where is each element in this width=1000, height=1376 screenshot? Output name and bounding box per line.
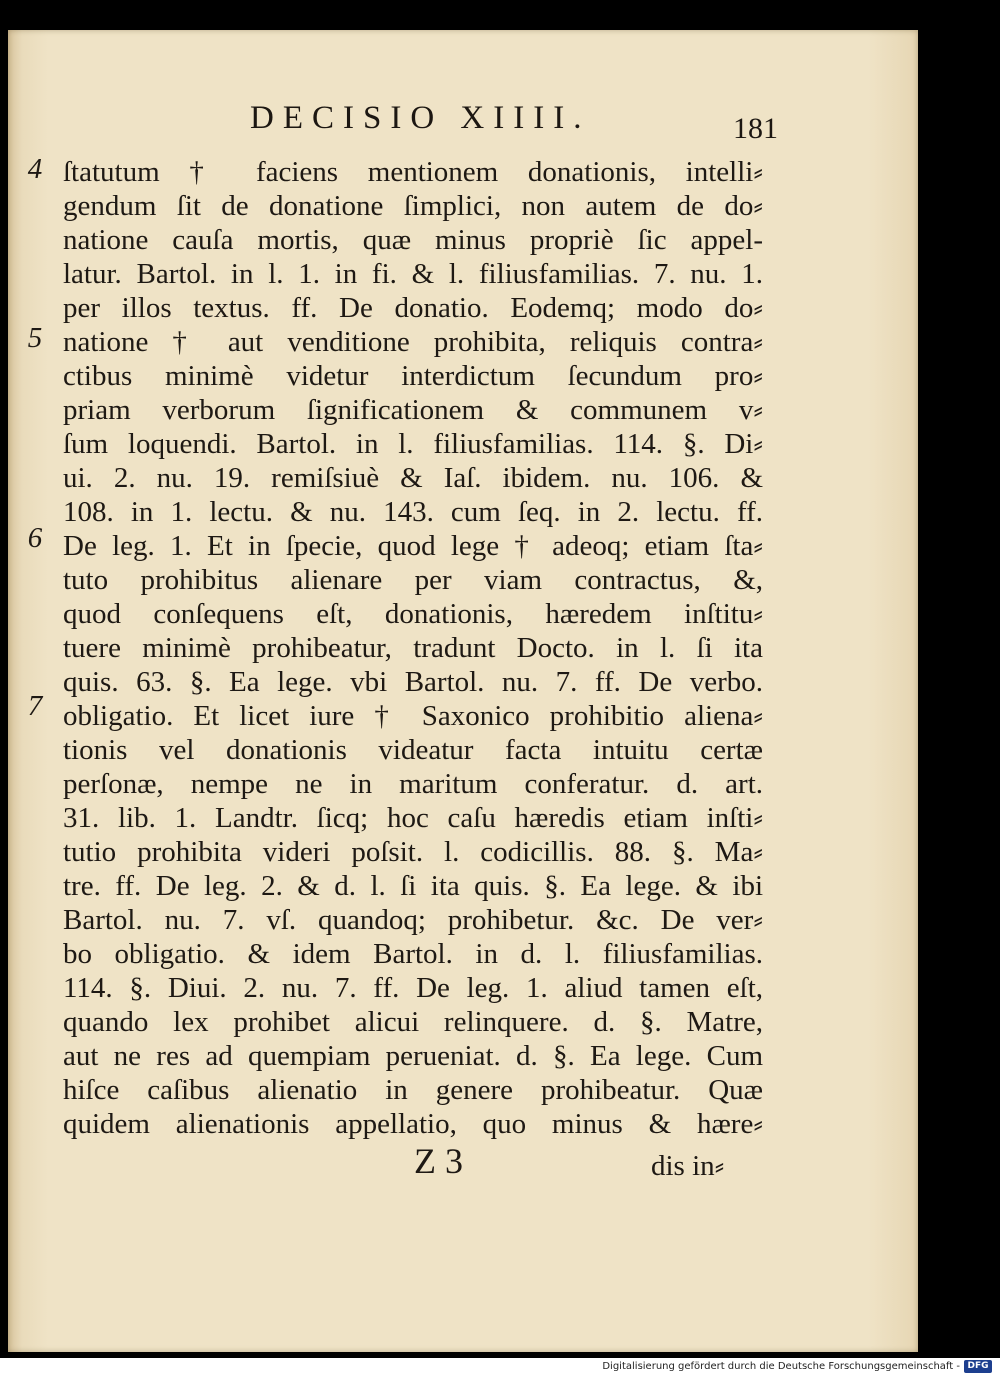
text-line: per illos textus. ff. De donatio. Eodemq; modo do⸗ (63, 292, 763, 324)
text-line: latur. Bartol. in l. 1. in fi. & l. filiusfamilias. 7. nu. 1. (63, 258, 763, 290)
text-line: 108. in 1. lectu. & nu. 143. cum ſeq. in 2. lectu. ff. (63, 496, 763, 528)
text-line: obligatio. Et licet iure † Saxonico prohibitio aliena⸗ (63, 700, 763, 732)
margin-number-6: 6 (27, 522, 43, 554)
text-line: priam verborum ſignificationem & communem v⸗ (63, 394, 763, 426)
text-line: perſonæ, nempe ne in maritum conferatur. d. art. (63, 768, 763, 800)
text-line: quidem alienationis appellatio, quo minus & hære⸗ (63, 1108, 763, 1140)
text-line: quis. 63. §. Ea lege. vbi Bartol. nu. 7. ff. De verbo. (63, 666, 763, 698)
footer-credit: Digitalisierung gefördert durch die Deutsche Forschungsgemeinschaft - (602, 1361, 960, 1372)
text-line: ctibus minimè videtur interdictum ſecundum pro⸗ (63, 360, 763, 392)
text-line: De leg. 1. Et in ſpecie, quod lege † adeoq; etiam ſta⸗ (63, 530, 763, 562)
margin-number-4: 4 (27, 153, 43, 185)
text-line: gendum ſit de donatione ſimplici, non autem de do⸗ (63, 190, 763, 222)
margin-number-5: 5 (27, 322, 43, 354)
text-line: aut ne res ad quempiam perueniat. d. §. Ea lege. Cum (63, 1040, 763, 1072)
text-line: natione cauſa mortis, quæ minus propriè ſic appel- (63, 224, 763, 256)
text-line: tuto prohibitus alienare per viam contractus, &, (63, 564, 763, 596)
signature-mark: Z 3 (414, 1141, 463, 1181)
text-line: tionis vel donationis videatur facta intuitu certæ (63, 734, 763, 766)
text-line: 114. §. Diui. 2. nu. 7. ff. De leg. 1. aliud tamen eſt, (63, 972, 763, 1004)
text-line: ui. 2. nu. 19. remiſsiuè & Iaſ. ibidem. nu. 106. & (63, 462, 763, 494)
page-number: 181 (733, 112, 778, 145)
margin-number-7: 7 (27, 690, 43, 722)
text-line: natione † aut venditione prohibita, reliquis contra⸗ (63, 326, 763, 358)
dfg-logo-icon: DFG (964, 1360, 992, 1373)
text-line: hiſce caſibus alienatio in genere prohibeatur. Quæ (63, 1074, 763, 1106)
text-line: tutio prohibita videri poſsit. l. codicillis. 88. §. Ma⸗ (63, 836, 763, 868)
text-line: quod conſequens eſt, donationis, hæredem inſtitu⸗ (63, 598, 763, 630)
running-header-title: DECISIO XIIII. (250, 100, 591, 136)
text-line: ſum loquendi. Bartol. in l. filiusfamilias. 114. §. Di⸗ (63, 428, 763, 460)
text-line: bo obligatio. & idem Bartol. in d. l. filiusfamilias. (63, 938, 763, 970)
text-line: quando lex prohibet alicui relinquere. d. §. Matre, (63, 1006, 763, 1038)
text-line: Bartol. nu. 7. vſ. quandoq; prohibetur. &c. De ver⸗ (63, 904, 763, 936)
text-line: tuere minimè prohibeatur, tradunt Docto. in l. ſi ita (63, 632, 763, 664)
text-line: tre. ff. De leg. 2. & d. l. ſi ita quis. §. Ea lege. & ibi (63, 870, 763, 902)
text-line: ſtatutum † faciens mentionem donationis, intelli⸗ (63, 156, 763, 188)
catchword: dis in⸗ (651, 1150, 725, 1182)
text-line: 31. lib. 1. Landtr. ſicq; hoc caſu hæredis etiam inſti⸗ (63, 802, 763, 834)
